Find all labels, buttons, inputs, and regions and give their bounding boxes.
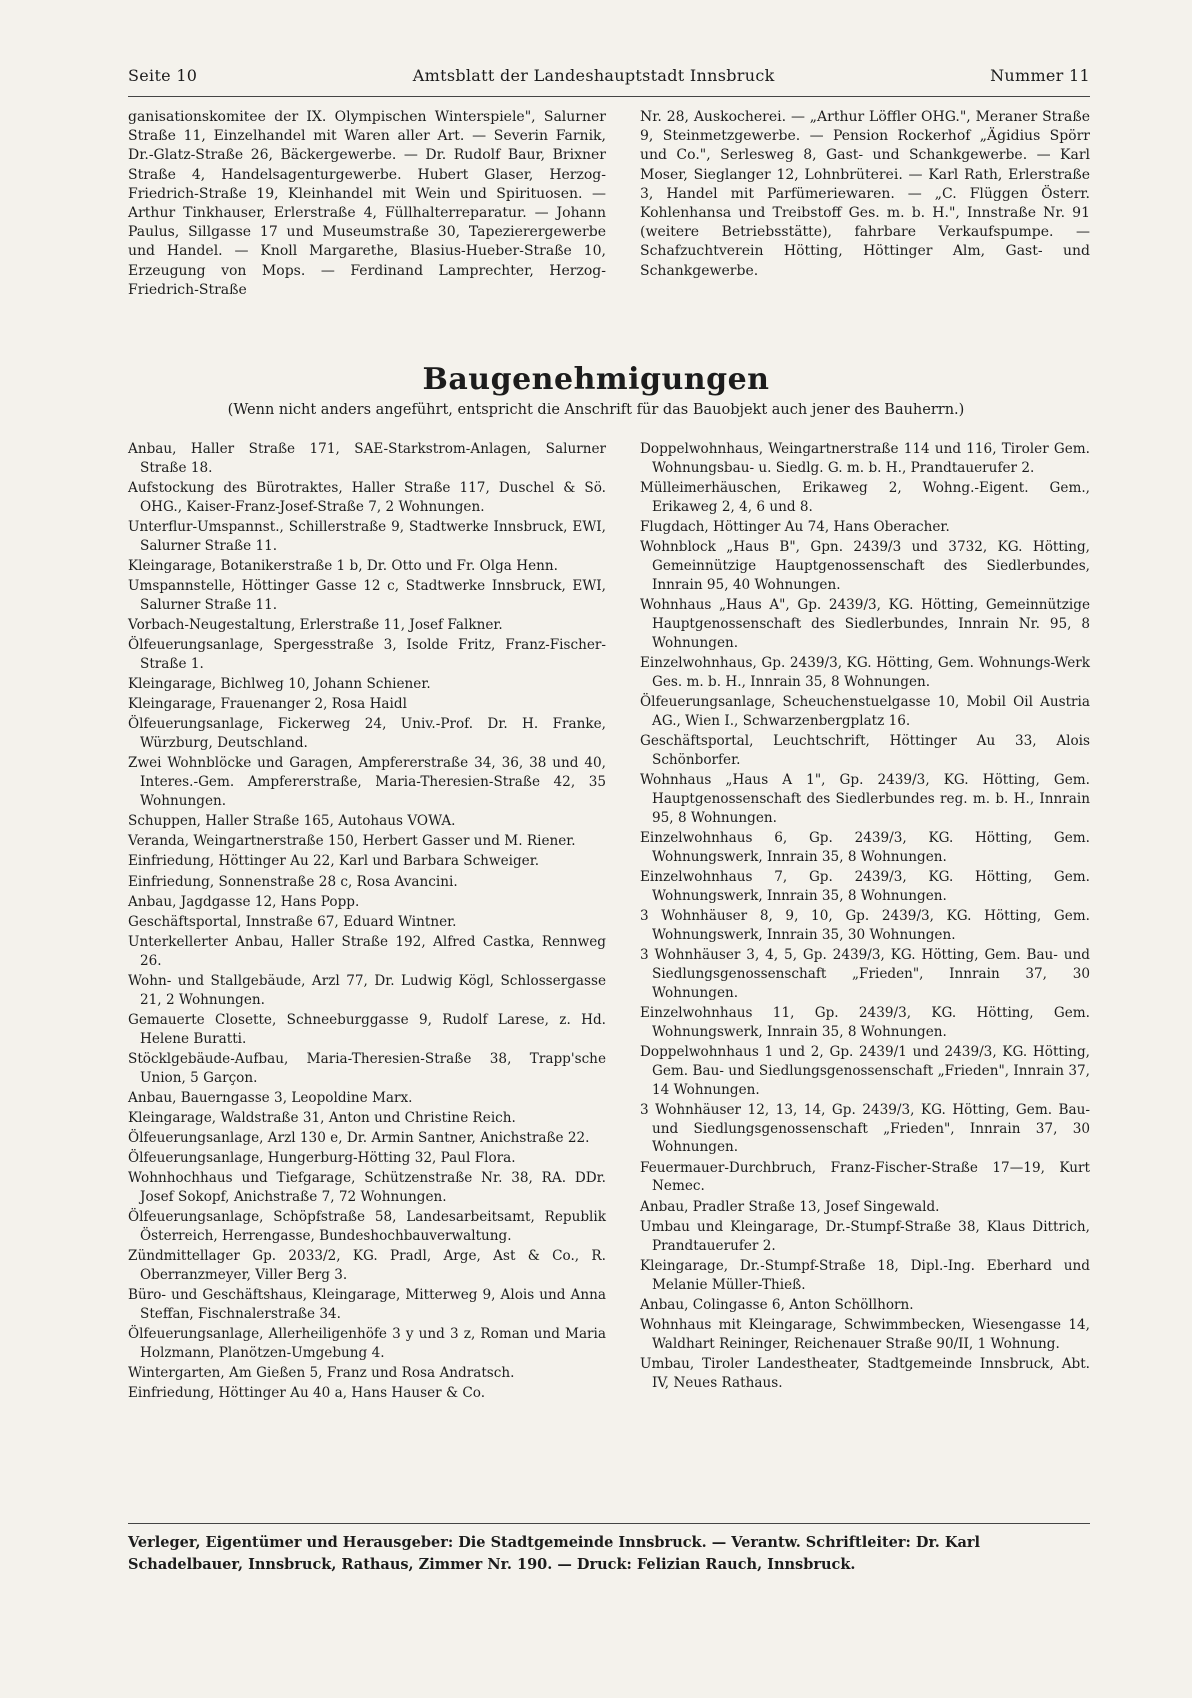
permit-entry: Ölfeuerungsanlage, Arzl 130 e, Dr. Armin Santner, Anichstraße 22. — [128, 1130, 590, 1147]
permit-entry: Flugdach, Höttinger Au 74, Hans Oberacher. — [640, 519, 950, 535]
permit-entry: Ölfeuerungsanlage, Allerheiligenhöfe 3 y und 3 z, Roman und Maria Holzmann, Planötzen-Umgebung 4. — [128, 1326, 606, 1362]
permit-entry: Einzelwohnhaus 7, Gp. 2439/3, KG. Hötting, Gem. Wohnungswerk, Innrain 35, 8 Wohnungen. — [640, 868, 1090, 904]
permit-entry: Ölfeuerungsanlage, Hungerburg-Hötting 32, Paul Flora. — [128, 1150, 516, 1167]
page-header — [128, 66, 1090, 85]
permit-entry: Mülleimerhäuschen, Erikaweg 2, Wohng.-Eigent. Gem., Erikaweg 2, 4, 6 und 8. — [640, 480, 1090, 515]
permit-entry: Aufstockung des Bürotraktes, Haller Straße 117, Duschel & Sö. OHG., Kaiser-Franz-Josef-Straße 7, 2 Wohnungen. — [128, 480, 606, 515]
permit-entry: Zündmittellager Gp. 2033/2, KG. Pradl, Arge, Ast & Co., R. Oberranzmeyer, Viller Berg 3. — [128, 1248, 606, 1284]
permit-entry: Umbau und Kleingarage, Dr.-Stumpf-Straße 38, Klaus Dittrich, Prandtauerufer 2. — [640, 1218, 1090, 1254]
imprint: Verleger, Eigentümer und Herausgeber: Die Stadtgemeinde Innsbruck. — Verantw. Schriftleiter: Dr. Karl Schadelbauer, Innsbruck, Rathaus, Zimmer Nr. 190. — Druck: Felizian Rauch, Innsbruck. — [128, 1534, 981, 1573]
permit-entry: Anbau, Haller Straße 171, SAE-Starkstrom-Anlagen, Salurner Straße 18. — [128, 441, 606, 476]
permit-entry: Kleingarage, Frauenanger 2, Rosa Haidl — [128, 696, 407, 713]
permit-entry: Umspannstelle, Höttinger Gasse 12 c, Stadtwerke Innsbruck, EWI, Salurner Straße 11. — [128, 578, 606, 613]
permit-entry: Wintergarten, Am Gießen 5, Franz und Rosa Andratsch. — [128, 1365, 515, 1382]
trade-licenses-left — [128, 108, 606, 302]
permit-entry: Ölfeuerungsanlage, Scheuchenstuelgasse 10, Mobil Oil Austria AG., Wien I., Schwarzenbergplatz 16. — [640, 693, 1090, 729]
permit-entry: Unterkellerter Anbau, Haller Straße 192, Alfred Castka, Rennweg 26. — [128, 933, 606, 969]
permit-entry: Feuermauer-Durchbruch, Franz-Fischer-Straße 17—19, Kurt Nemec. — [640, 1159, 1090, 1195]
permit-entry: Ölfeuerungsanlage, Fickerweg 24, Univ.-Prof. Dr. H. Franke, Würzburg, Deutschland. — [128, 716, 606, 752]
permit-entry: Stöcklgebäude-Aufbau, Maria-Theresien-Straße 38, Trapp'sche Union, 5 Garçon. — [128, 1050, 606, 1086]
page-number: Seite 10 — [128, 66, 198, 85]
permit-entry: Wohnhaus „Haus A", Gp. 2439/3, KG. Hötting, Gemeinnützige Hauptgenossenschaft des Siedlerbundes, Innrain Nr. 95, 8 Wohnungen. — [640, 597, 1090, 651]
permit-entry: Vorbach-Neugestaltung, Erlerstraße 11, Josef Falkner. — [128, 617, 503, 634]
permit-entry: Wohnhochhaus und Tiefgarage, Schützenstraße Nr. 38, RA. DDr. Josef Sokopf, Anichstraße 7, 72 Wohnungen. — [128, 1170, 606, 1206]
text-paragraph: Nr. 28, Auskocherei. — „Arthur Löffler OHG.", Meraner Straße 9, Steinmetzgewerbe. — Pension Rockerhof „Ägidius Spörr und Co.", Serlesweg 8, Gast- und Schankgewerbe. — Karl Moser, Sieglanger 12, Lohnbrüterei. — Karl Rath, Erlerstraße 3, Handel mit Parfümeriewaren. — „C. Flüggen Österr. Kohlenhansa und Treibstoff Ges. m. b. H.", Innstraße Nr. 91 (weitere Betriebsstätte), fahrbare Verkaufspumpe. — Schafzuchtverein Hötting, Höttinger Alm, Gast- und Schankgewerbe. — [640, 109, 1090, 279]
permit-entry: Veranda, Weingartnerstraße 150, Herbert Gasser und M. Riener. — [128, 833, 576, 850]
permits-column-right — [640, 440, 1090, 1394]
permit-entry: Kleingarage, Waldstraße 31, Anton und Christine Reich. — [128, 1109, 516, 1126]
section-title: Baugenehmigungen — [422, 362, 770, 397]
permit-entry: Zwei Wohnblöcke und Garagen, Ampfererstraße 34, 36, 38 und 40, Interes.-Gem. Ampfererstraße, Maria-Theresien-Straße 42, 35 Wohnungen. — [128, 755, 606, 810]
permit-entry: Wohnhaus mit Kleingarage, Schwimmbecken, Wiesengasse 14, Waldhart Reininger, Reichenauer Straße 90/II, 1 Wohnung. — [640, 1316, 1090, 1352]
permit-entry: Anbau, Jagdgasse 12, Hans Popp. — [128, 893, 360, 910]
permit-entry: Doppelwohnhaus, Weingartnerstraße 114 und 116, Tiroler Gem. Wohnungsbau- u. Siedlg. G. m. b. H., Prandtauerufer 2. — [640, 441, 1090, 476]
permit-entry: Schuppen, Haller Straße 165, Autohaus VOWA. — [128, 813, 456, 830]
permit-entry: Büro- und Geschäftshaus, Kleingarage, Mitterweg 9, Alois und Anna Steffan, Fischnalerstraße 34. — [128, 1287, 606, 1323]
permit-entry: Anbau, Pradler Straße 13, Josef Singewald. — [640, 1198, 940, 1215]
permit-entry: Ölfeuerungsanlage, Spergesstraße 3, Isolde Fritz, Franz-Fischer-Straße 1. — [128, 637, 606, 673]
header-divider — [128, 96, 1090, 97]
permit-entry: Einzelwohnhaus 6, Gp. 2439/3, KG. Hötting, Gem. Wohnungswerk, Innrain 35, 8 Wohnungen. — [640, 829, 1090, 865]
permit-entry: Kleingarage, Dr.-Stumpf-Straße 18, Dipl.-Ing. Eberhard und Melanie Müller-Thieß. — [640, 1257, 1090, 1293]
permit-entry: 3 Wohnhäuser 3, 4, 5, Gp. 2439/3, KG. Hötting, Gem. Bau- und Siedlungsgenossenschaft „Frieden", Innrain 37, 30 Wohnungen. — [640, 946, 1090, 1001]
issue-number: Nummer 11 — [990, 66, 1090, 85]
section-subtitle: (Wenn nicht anders angeführt, entspricht die Anschrift für das Bauobjekt auch jener des Bauherrn.) — [227, 402, 965, 418]
publication-title: Amtsblatt der Landeshauptstadt Innsbruck — [412, 66, 775, 85]
permit-entry: Doppelwohnhaus 1 und 2, Gp. 2439/1 und 2439/3, KG. Hötting, Gem. Bau- und Siedlungsgenossenschaft „Frieden", Innrain 37, 14 Wohnungen. — [640, 1043, 1090, 1098]
permit-entry: Anbau, Bauerngasse 3, Leopoldine Marx. — [128, 1089, 413, 1106]
text-paragraph: ganisationskomitee der IX. Olympischen Winterspiele", Salurner Straße 11, Einzelhandel mit Waren aller Art. — Severin Farnik, Dr.-Glatz-Straße 26, Bäckergewerbe. — Dr. Rudolf Baur, Brixner Straße 4, Handelsagenturgewerbe. Hubert Glaser, Herzog-Friedrich-Straße 19, Kleinhandel mit Wein und Spirituosen. — Arthur Tinkhauser, Erlerstraße 4, Füllhalterreparatur. — Johann Paulus, Sillgasse 17 und Museumstraße 30, Tapezierergewerbe und Handel. — Knoll Margarethe, Blasius-Hueber-Straße 10, Erzeugung von Mops. — Ferdinand Lamprechter, Herzog-Friedrich-Straße — [128, 109, 606, 298]
permit-entry: Geschäftsportal, Leuchtschrift, Höttinger Au 33, Alois Schönborfer. — [640, 732, 1090, 768]
footer-divider — [128, 1523, 1090, 1524]
permit-entry: Einfriedung, Höttinger Au 22, Karl und Barbara Schweiger. — [128, 853, 540, 870]
permit-entry: Wohnblock „Haus B", Gpn. 2439/3 und 3732, KG. Hötting, Gemeinnützige Hauptgenossenschaft des Siedlerbundes, Innrain 95, 40 Wohnungen. — [640, 539, 1090, 593]
permit-entry: Unterflur-Umspannst., Schillerstraße 9, Stadtwerke Innsbruck, EWI, Salurner Straße 11. — [128, 519, 606, 554]
permit-entry: Geschäftsportal, Innstraße 67, Eduard Wintner. — [128, 913, 457, 930]
permits-column-left — [128, 440, 606, 1404]
permit-entry: 3 Wohnhäuser 12, 13, 14, Gp. 2439/3, KG. Hötting, Gem. Bau- und Siedlungsgenossenschaft „Frieden", Innrain 37, 30 Wohnungen. — [640, 1101, 1090, 1156]
permit-entry: Einfriedung, Sonnenstraße 28 c, Rosa Avancini. — [128, 873, 458, 890]
permit-entry: Kleingarage, Botanikerstraße 1 b, Dr. Otto und Fr. Olga Henn. — [128, 558, 558, 574]
permit-entry: Anbau, Colingasse 6, Anton Schöllhorn. — [640, 1296, 914, 1313]
permit-entry: Einfriedung, Höttinger Au 40 a, Hans Hauser & Co. — [128, 1385, 486, 1402]
permit-entry: 3 Wohnhäuser 8, 9, 10, Gp. 2439/3, KG. Hötting, Gem. Wohnungswerk, Innrain 35, 30 Wohnungen. — [640, 907, 1090, 943]
permit-entry: Wohnhaus „Haus A 1", Gp. 2439/3, KG. Hötting, Gem. Hauptgenossenschaft des Siedlerbundes reg. m. b. H., Innrain 95, 8 Wohnungen. — [640, 771, 1090, 826]
permit-entry: Umbau, Tiroler Landestheater, Stadtgemeinde Innsbruck, Abt. IV, Neues Rathaus. — [640, 1355, 1090, 1391]
permit-entry: Ölfeuerungsanlage, Schöpfstraße 58, Landesarbeitsamt, Republik Österreich, Herrengasse, Bundeshochbauverwaltung. — [128, 1209, 606, 1245]
trade-licenses-right — [640, 108, 1090, 283]
permit-entry: Wohn- und Stallgebäude, Arzl 77, Dr. Ludwig Kögl, Schlossergasse 21, 2 Wohnungen. — [128, 972, 606, 1008]
permit-entry: Gemauerte Closette, Schneeburggasse 9, Rudolf Larese, z. Hd. Helene Buratti. — [128, 1011, 606, 1047]
permit-entry: Einzelwohnhaus 11, Gp. 2439/3, KG. Hötting, Gem. Wohnungswerk, Innrain 35, 8 Wohnungen. — [640, 1004, 1090, 1040]
permit-entry: Einzelwohnhaus, Gp. 2439/3, KG. Hötting, Gem. Wohnungs-Werk Ges. m. b. H., Innrain 35, 8 Wohnungen. — [640, 654, 1090, 690]
permit-entry: Kleingarage, Bichlweg 10, Johann Schiener. — [128, 676, 431, 693]
